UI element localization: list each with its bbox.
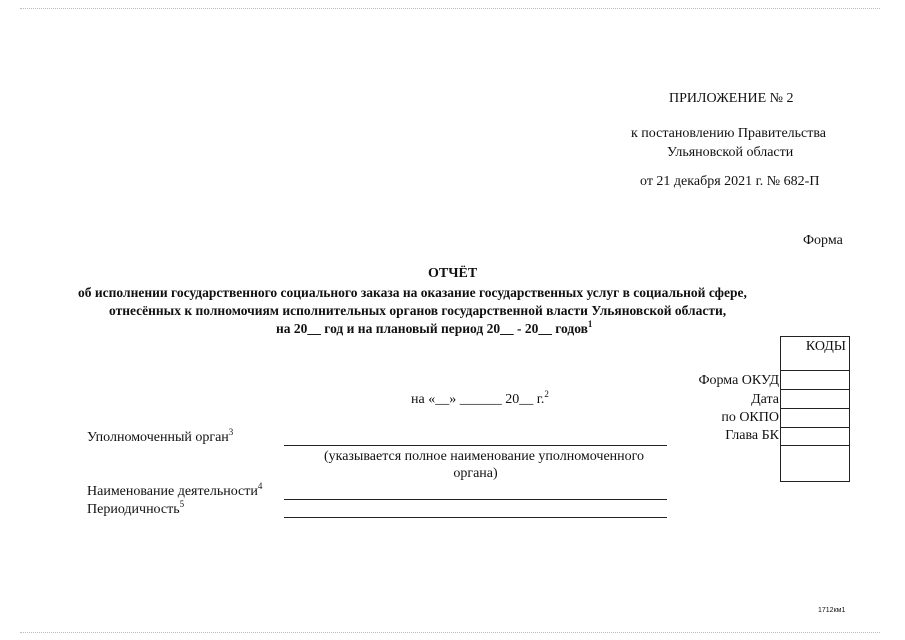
report-subtitle-line-1: об исполнении государственного социального заказа на оказание государственных услуг в социальной сфере, [78, 285, 747, 300]
authority-hint-line-2: органа) [453, 466, 498, 481]
footer-stamp: 1712км1 [818, 607, 846, 614]
footnote-4-mark: 4 [257, 481, 263, 491]
codes-row-extra[interactable] [780, 445, 850, 482]
codes-row-okud[interactable] [780, 370, 850, 389]
codes-header-cell [780, 336, 850, 370]
scan-edge-top [20, 8, 880, 9]
codes-label-okud: Форма ОКУД [698, 373, 779, 388]
report-subtitle-line-2: отнесённых к полномочиям исполнительных органов государственной власти Ульяновской области, [109, 303, 727, 318]
report-date [411, 389, 549, 408]
footnote-2-mark: 2 [544, 389, 549, 399]
codes-row-glava-bk[interactable] [780, 427, 850, 445]
activity-input-line[interactable] [284, 499, 667, 500]
resolution-date: от 21 декабря 2021 г. № 682-П [640, 174, 820, 189]
activity-label-text: Наименование деятельности [87, 484, 258, 499]
activity-label [87, 481, 263, 500]
authority-label [87, 427, 234, 446]
scan-edge-bottom [20, 632, 880, 633]
codes-header: КОДЫ [805, 339, 846, 354]
appendix-number: ПРИЛОЖЕНИЕ № 2 [669, 91, 794, 106]
report-date-text: на «__» ______ 20__ г. [411, 392, 545, 407]
footnote-3-mark: 3 [228, 427, 234, 437]
periodicity-input-line[interactable] [284, 517, 667, 518]
report-period: на 20__ год и на плановый период 20__ - 20__ годов [276, 321, 588, 336]
resolution-line-1: к постановлению Правительства [631, 126, 827, 141]
authority-hint-line-1: (указывается полное наименование уполномоченного [323, 449, 645, 464]
footnote-1-mark: 1 [587, 319, 593, 329]
periodicity-label-text: Периодичность [87, 502, 180, 517]
authority-label-text: Уполномоченный орган [87, 430, 229, 445]
codes-row-okpo[interactable] [780, 408, 850, 427]
periodicity-label [87, 499, 185, 518]
report-subtitle-line-3 [276, 321, 592, 337]
codes-label-okpo: по ОКПО [721, 410, 779, 425]
authority-input-line[interactable] [284, 445, 667, 446]
footnote-5-mark: 5 [179, 499, 185, 509]
codes-label-date: Дата [751, 392, 779, 407]
codes-row-date[interactable] [780, 389, 850, 408]
form-label: Форма [803, 233, 843, 248]
codes-label-glava-bk: Глава БК [725, 428, 779, 443]
resolution-line-2: Ульяновской области [667, 145, 794, 160]
report-title: ОТЧЁТ [428, 266, 478, 281]
